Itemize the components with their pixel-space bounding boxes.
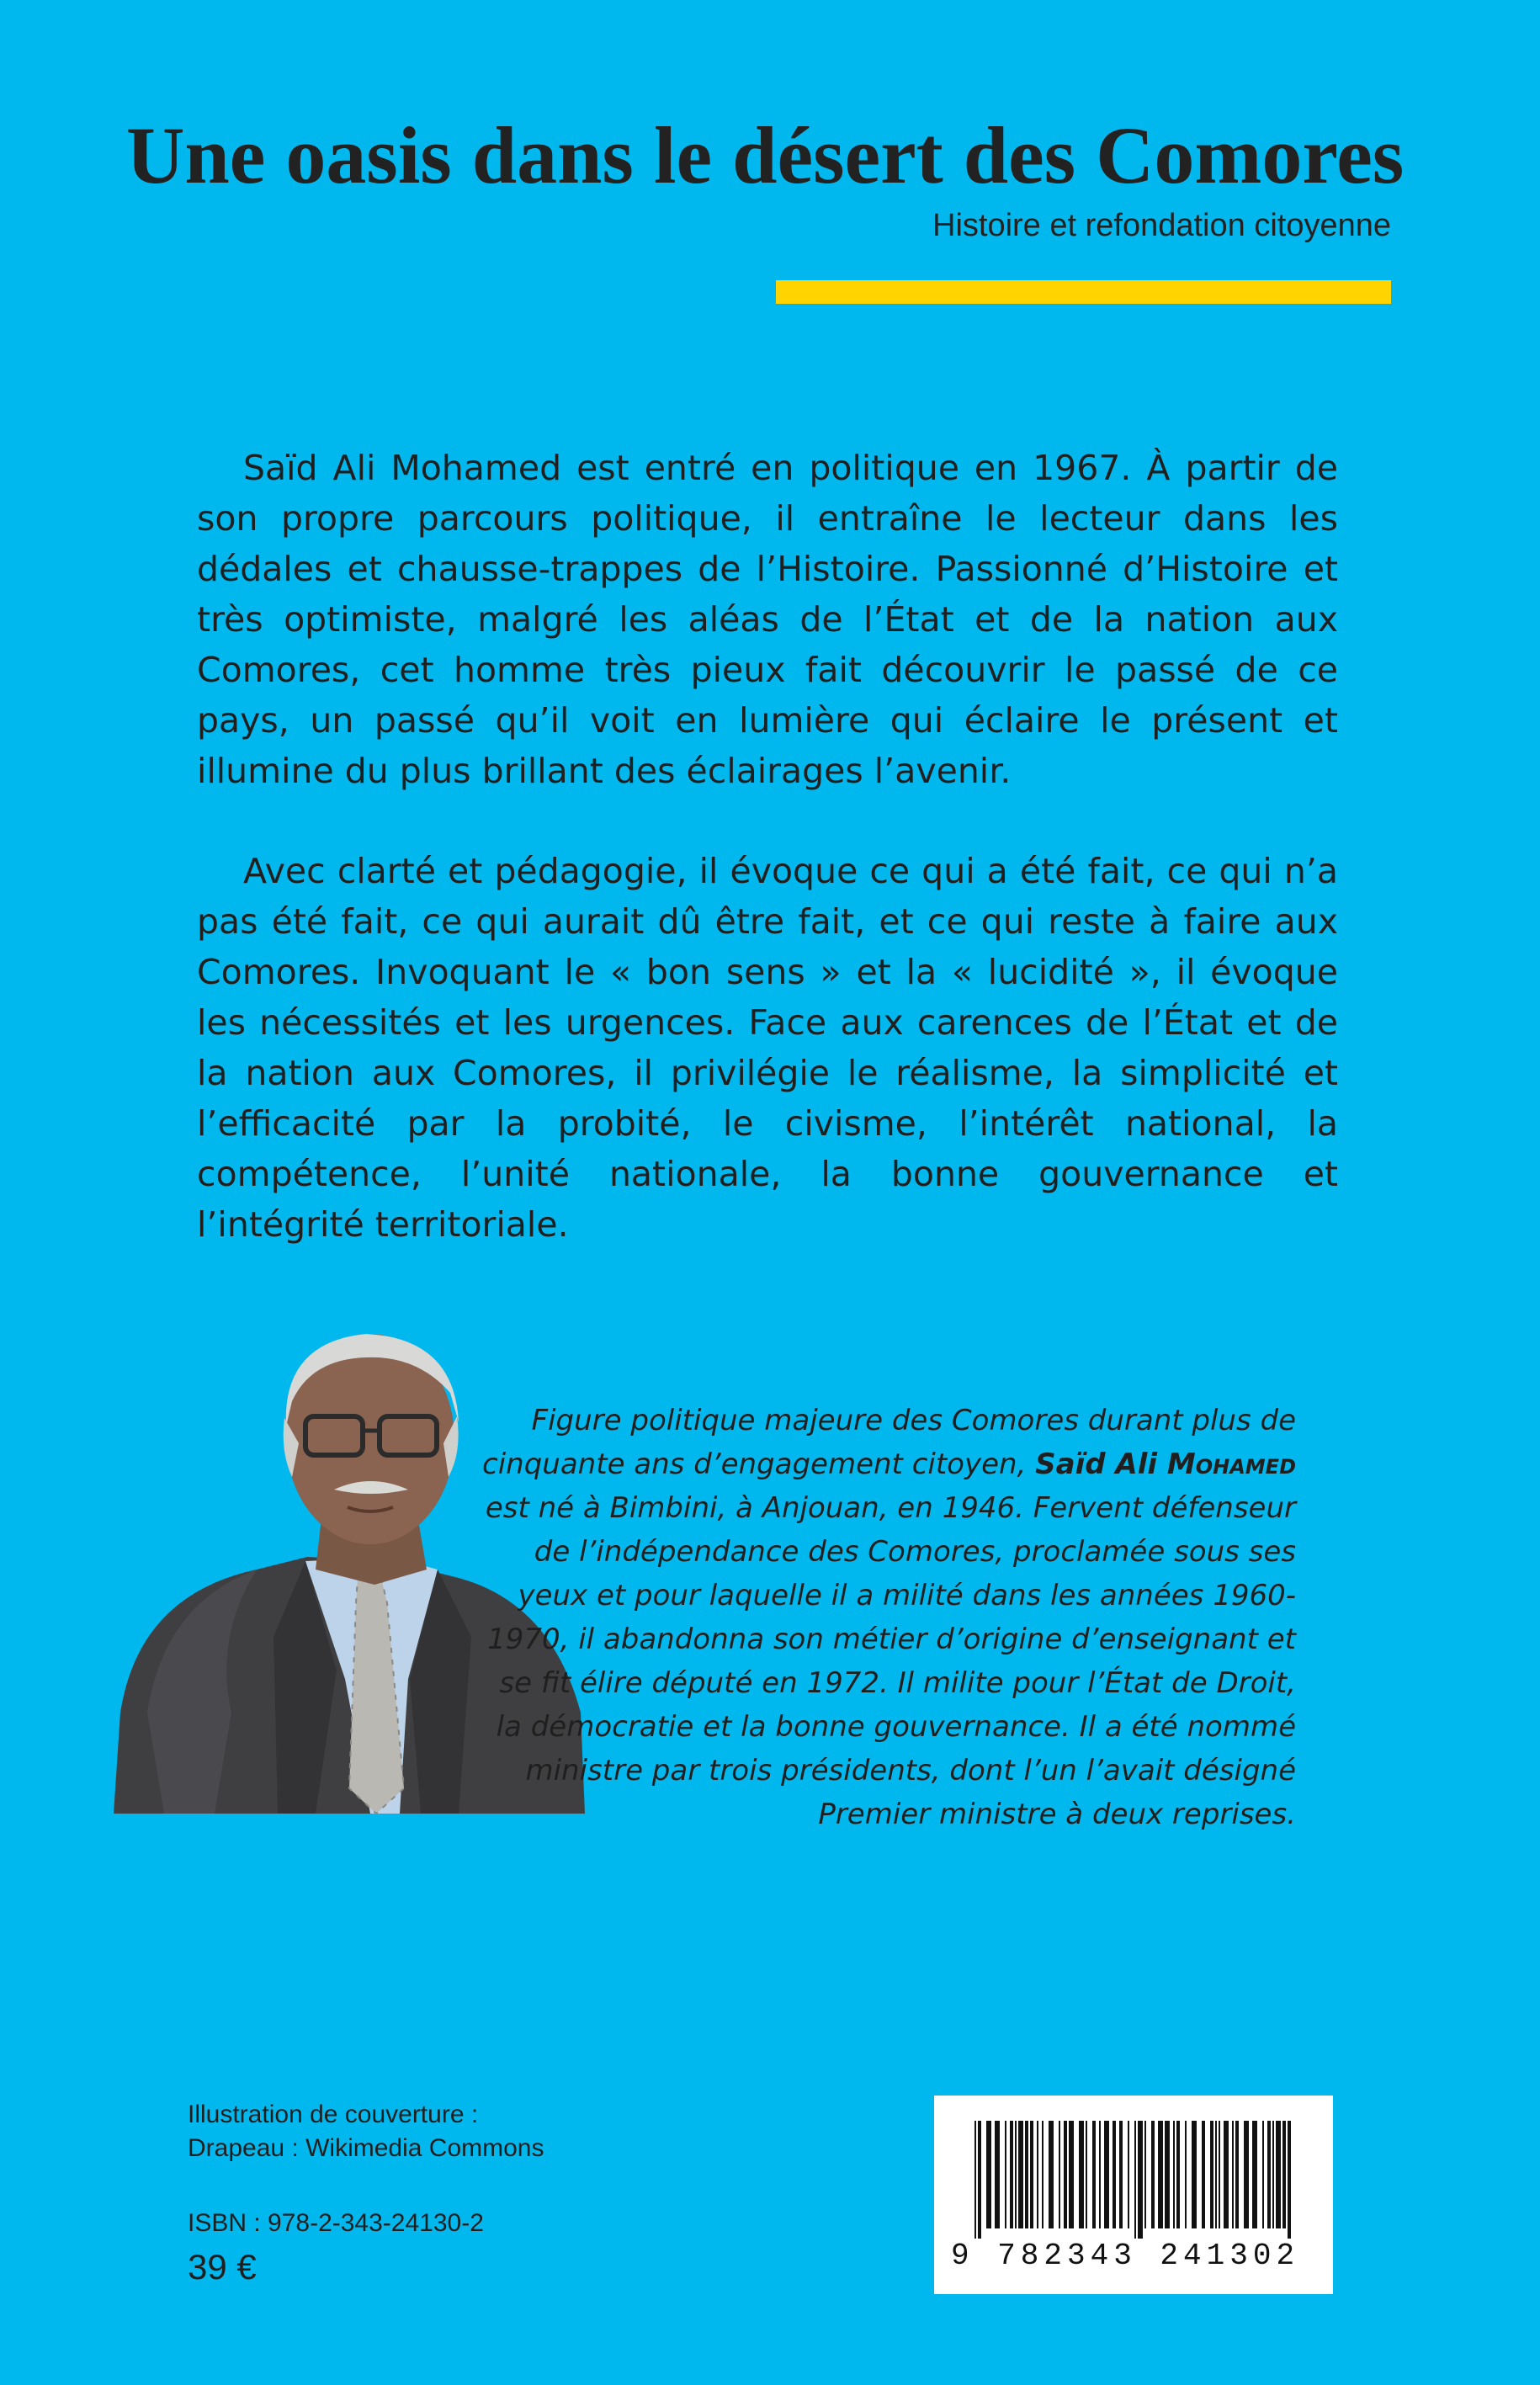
blurb-paragraph-2: Avec clarté et pédagogie, il évoque ce qui a été fait, ce qui n’a pas été fait, ce qui aurait dû être fait, et ce qui reste à faire aux Comores. Invoquant le « bon sens » et la « lucidité », il évoque les nécessités et les urgences. Face aux carences de l’État et de la nation aux Comores, il privilégie le réalisme, la simplicité et l’efficacité par la probité, le civisme, l’intérêt national, la compétence, l’unité nationale, la bonne gouvernance et l’intégrité territoriale. <box>197 851 1338 1245</box>
barcode-bar <box>1018 2121 1023 2228</box>
barcode-bar <box>1059 2121 1060 2228</box>
price: 39 € <box>188 2247 257 2287</box>
barcode-bar <box>1151 2121 1155 2228</box>
barcode-bar <box>1030 2121 1033 2228</box>
barcode-bar <box>1192 2121 1197 2228</box>
barcode-bar <box>1219 2121 1220 2228</box>
blurb-paragraph-1: Saïd Ali Mohamed est entré en politique en 1967. À partir de son propre parcours politique, il entraîne le lecteur dans les dédales et chausse-trappes de l’Histoire. Passionné d’Histoire et très optimiste, malgré les aléas de l’État et de la nation aux Comores, cet homme très pieux fait découvrir le passé de ce pays, un passé qu’il voit en lumière qui éclaire le présent et illumine du plus brillant des éclairages l’avenir. <box>197 448 1338 791</box>
barcode-bar <box>1128 2121 1129 2228</box>
barcode-bar <box>1099 2121 1101 2228</box>
isbn: ISBN : 978-2-343-24130-2 <box>188 2209 484 2237</box>
barcode-bar <box>995 2121 1000 2228</box>
barcode-bar <box>986 2121 991 2228</box>
barcode-bar <box>1092 2121 1096 2228</box>
barcode-bar <box>1210 2121 1213 2228</box>
barcode-bar <box>1165 2121 1170 2228</box>
accent-bar <box>776 280 1391 304</box>
barcode-bar <box>1288 2121 1291 2239</box>
barcode-bar <box>1282 2121 1286 2228</box>
barcode-digits: 9 782343 241302 <box>951 2239 1300 2273</box>
barcode-bar <box>1267 2121 1271 2228</box>
barcode-bar <box>1138 2121 1143 2239</box>
credits-line-1: Illustration de couverture : <box>188 2101 479 2128</box>
barcode-bar <box>1069 2121 1074 2228</box>
barcode-bar <box>1049 2121 1054 2228</box>
barcode-bar <box>1064 2121 1067 2228</box>
barcode-bar <box>1276 2121 1281 2228</box>
barcode-bar <box>1158 2121 1163 2228</box>
barcode-bar <box>1176 2121 1180 2228</box>
barcode-bar <box>978 2121 981 2239</box>
cover-credits <box>188 2098 693 2165</box>
barcode-bar <box>1144 2121 1146 2228</box>
barcode-bar <box>1185 2121 1187 2228</box>
barcode-bar <box>1252 2121 1257 2228</box>
barcode-bar <box>1113 2121 1116 2228</box>
barcode-bars <box>974 2121 1294 2239</box>
barcode-bar <box>1224 2121 1229 2228</box>
barcode-bar <box>1134 2121 1136 2239</box>
barcode-bar <box>1262 2121 1264 2228</box>
barcode-bar <box>1272 2121 1274 2228</box>
author-name: Saïd Ali Mohamed <box>1035 1447 1296 1481</box>
book-title: Une oasis dans le désert des Comores <box>126 110 1405 200</box>
barcode-bar <box>1086 2121 1087 2228</box>
barcode-bar <box>1015 2121 1017 2228</box>
barcode-bar <box>1173 2121 1175 2228</box>
barcode-bar <box>1232 2121 1234 2228</box>
barcode-bar <box>1215 2121 1217 2228</box>
barcode-bar <box>1025 2121 1028 2228</box>
barcode-bar <box>1104 2121 1109 2228</box>
barcode-bar <box>1005 2121 1006 2228</box>
barcode-bar <box>1119 2121 1123 2228</box>
barcode-bar <box>1079 2121 1084 2228</box>
barcode-bar <box>1042 2121 1043 2228</box>
barcode <box>934 2096 1333 2294</box>
barcode-bar <box>1010 2121 1013 2228</box>
barcode-bar <box>1202 2121 1205 2228</box>
author-bio: Figure politique majeure des Comores durant plus de cinquante ans d’engagement citoyen, Saïd Ali Mohamed est né à Bimbini, à Anjouan, en 1946. Fervent défenseur de l’indépendance des Comores, proclamée sous ses yeux et pour laquelle il a milité dans les années 1960-1970, il abandonna son métier d’origine d’enseignant et se fit élire député en 1972. Il milite pour l’État de Droit, la démocratie et la bonne gouvernance. Il a été nommé ministre par trois présidents, dont l’un l’avait désigné Premier ministre à deux reprises. <box>482 1404 1296 1831</box>
barcode-bar <box>1244 2121 1249 2228</box>
book-subtitle: Histoire et refondation citoyenne <box>932 208 1391 243</box>
barcode-bar <box>1037 2121 1038 2228</box>
barcode-bar <box>1235 2121 1239 2228</box>
credits-line-2: Drapeau : Wikimedia Commons <box>188 2134 544 2162</box>
barcode-bar <box>974 2121 976 2239</box>
